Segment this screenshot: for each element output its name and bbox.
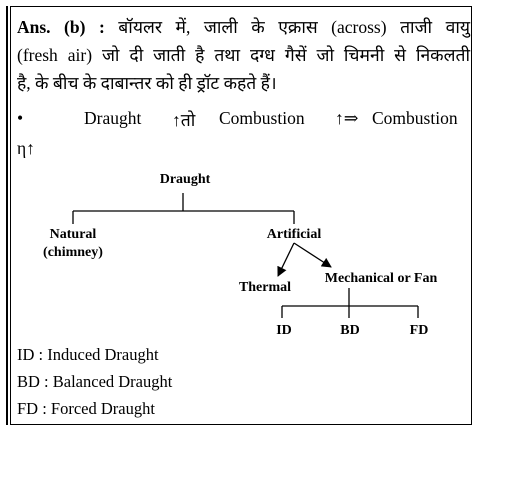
tree-id: ID bbox=[276, 323, 292, 338]
relation-implies-arrow: ↑⇒ bbox=[335, 108, 359, 128]
relation-up-arrow: ↑तो bbox=[172, 110, 196, 130]
tree-root-draught: Draught bbox=[159, 172, 211, 187]
efficiency-increase: η↑ bbox=[17, 138, 35, 158]
relation-term-combustion: Combustion bbox=[219, 108, 305, 128]
tree-bd: BD bbox=[340, 323, 360, 338]
tree-natural-chimney: (chimney) bbox=[43, 245, 103, 260]
legend-bd: BD : Balanced Draught bbox=[17, 372, 173, 391]
tree-artificial: Artificial bbox=[266, 227, 322, 242]
relation-term-combustion-2: Combustion bbox=[372, 108, 458, 128]
relation-term-draught: Draught bbox=[84, 108, 142, 128]
answer-text-1: बॉयलर में, जाली के एक्रास (across) ताजी वायु bbox=[118, 17, 471, 37]
legend-id: ID : Induced Draught bbox=[17, 345, 159, 364]
answer-line-3: है, के बीच के दाबान्तर को ही ड्रॉट कहते हैं। bbox=[17, 73, 277, 93]
tree-thermal: Thermal bbox=[238, 280, 292, 295]
answer-line-2: (fresh air) जो दी जाती है तथा दग्ध गैसें जो चिमनी से निकलती bbox=[17, 45, 470, 65]
legend-fd: FD : Forced Draught bbox=[17, 399, 155, 418]
arrow-to-mechanical bbox=[294, 243, 331, 267]
bullet-icon: • bbox=[17, 108, 24, 128]
answer-label: Ans. (b) : bbox=[17, 17, 105, 37]
arrow-to-thermal bbox=[278, 243, 294, 276]
tree-fd: FD bbox=[409, 323, 429, 338]
tree-mechanical-fan: Mechanical or Fan bbox=[324, 271, 438, 286]
tree-natural: Natural bbox=[49, 227, 97, 242]
